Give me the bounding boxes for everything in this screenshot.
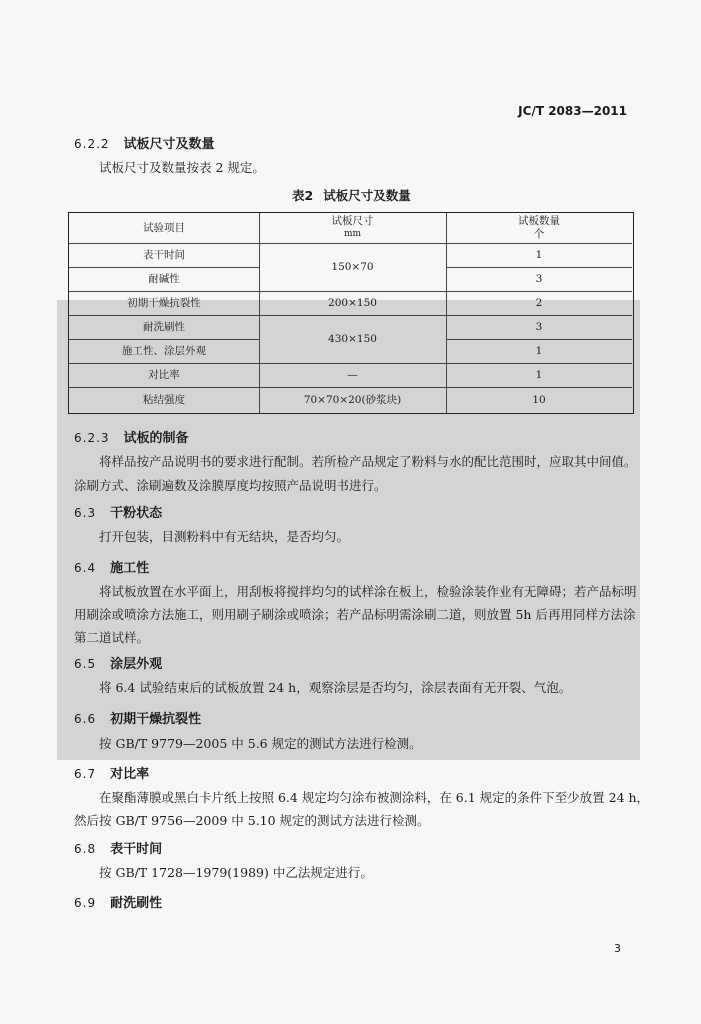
section-6-8-heading [74, 838, 162, 857]
table-header-divider [69, 243, 632, 244]
section-6-9-heading [74, 892, 162, 911]
section-6-8-text: 按 GB/T 1728—1979(1989) 中乙法规定进行。 [99, 865, 373, 880]
section-6-7-line: 在聚酯薄膜或黑白卡片纸上按照 6.4 规定均匀涂布被测涂料，在 6.1 规定的条件下至少放置 24 h， [99, 790, 650, 805]
table-cell-count: 1 [535, 369, 543, 381]
table-row-divider [69, 315, 632, 316]
table-cell-size: — [347, 369, 358, 381]
table-header-size-label: 试板尺寸 [331, 215, 374, 227]
section-title: 对比率 [110, 767, 150, 782]
section-number: 6.5 [74, 657, 97, 671]
table-row-divider [69, 339, 259, 340]
section-6-2-2-text: 试板尺寸及数量按表 2 规定。 [99, 160, 265, 175]
table-cell-item: 表干时间 [143, 249, 185, 261]
table-cell-item: 耐洗刷性 [143, 321, 185, 333]
table-row-divider [446, 267, 632, 268]
table-cell-count: 3 [535, 273, 543, 285]
table-cell-count: 2 [535, 297, 543, 309]
specimen-table [68, 212, 634, 414]
table-cell-count: 1 [535, 249, 543, 261]
table-cell-item: 耐碱性 [148, 273, 180, 285]
section-6-7-heading [74, 763, 149, 782]
section-number: 6.7 [74, 767, 97, 781]
section-title: 耐洗刷性 [110, 896, 163, 911]
section-number: 6.2.2 [74, 137, 110, 151]
section-6-3-text: 打开包装，目测粉料中有无结块，是否均匀。 [99, 529, 350, 544]
table-header-item: 试验项目 [143, 222, 185, 234]
section-6-2-3-line: 将样品按产品说明书的要求进行配制。若所检产品规定了粉料与水的配比范围时，应取其中间值。 [99, 454, 637, 469]
table-cell-item: 初期干燥抗裂性 [127, 297, 201, 309]
section-number: 6.6 [74, 712, 97, 726]
section-6-5-heading [74, 653, 162, 672]
section-6-5-text: 将 6.4 试验结束后的试板放置 24 h，观察涂层是否均匀，涂层表面有无开裂、气泡。 [99, 680, 572, 695]
table-row-divider [69, 267, 259, 268]
section-6-2-3-heading [74, 427, 189, 446]
table-row-divider [69, 363, 632, 364]
standard-code: JC/T 2083—2011 [518, 104, 627, 118]
table-cell-size-merged: 430×150 [328, 333, 377, 345]
section-6-6-text: 按 GB/T 9779—2005 中 5.6 规定的测试方法进行检测。 [99, 736, 422, 751]
table-cell-item: 粘结强度 [143, 394, 185, 406]
section-title: 干粉状态 [110, 506, 163, 521]
table-row-divider [446, 339, 632, 340]
section-6-7-line: 然后按 GB/T 9756—2009 中 5.10 规定的测试方法进行检测。 [74, 813, 430, 828]
section-6-6-heading [74, 708, 201, 727]
section-number: 6.2.3 [74, 431, 110, 445]
table-row-divider [69, 291, 632, 292]
table-row-divider [69, 387, 632, 388]
section-number: 6.4 [74, 561, 97, 575]
table-cell-size: 70×70×20(砂浆块) [303, 394, 402, 406]
section-6-4-line: 第二道试样。 [74, 630, 150, 645]
section-title: 初期干燥抗裂性 [110, 712, 202, 727]
section-number: 6.8 [74, 842, 97, 856]
table-cell-count: 3 [535, 321, 543, 333]
table-cell-count: 1 [535, 345, 543, 357]
table-header-size [259, 215, 446, 241]
table-header-size-unit: mm [343, 229, 362, 239]
table-header-count-label: 试板数量 [518, 215, 560, 227]
section-title: 试板的制备 [123, 431, 189, 446]
section-number: 6.3 [74, 506, 97, 520]
section-6-2-3-line: 涂刷方式、涂刷遍数及涂膜厚度均按照产品说明书进行。 [74, 478, 387, 493]
section-title: 涂层外观 [110, 657, 163, 672]
table-caption-number: 表2 [292, 188, 314, 203]
section-6-4-line: 用刷涂或喷涂方法施工，则用刷子刷涂或喷涂；若产品标明需涂刷二道，则放置 5h 后再用同样方法涂 [74, 607, 636, 622]
page-number: 3 [614, 942, 621, 955]
section-6-4-heading [74, 557, 149, 576]
table-caption [292, 186, 411, 204]
section-6-3-heading [74, 502, 162, 521]
table-header-count [446, 215, 632, 241]
table-header-count-unit: 个 [533, 228, 545, 240]
table-cell-item: 施工性、涂层外观 [122, 345, 206, 357]
section-title: 试板尺寸及数量 [123, 137, 215, 152]
table-caption-title: 试板尺寸及数量 [323, 188, 411, 203]
table-cell-size-merged: 150×70 [331, 261, 374, 273]
table-cell-count: 10 [532, 394, 546, 406]
table-cell-item: 对比率 [148, 369, 180, 381]
section-6-2-2-heading [74, 133, 215, 152]
section-number: 6.9 [74, 896, 97, 910]
section-title: 施工性 [110, 561, 150, 576]
section-title: 表干时间 [110, 842, 163, 857]
table-cell-size: 200×150 [328, 297, 377, 309]
section-6-4-line: 将试板放置在水平面上，用刮板将搅拌均匀的试样涂在板上，检验涂装作业有无障碍；若产品标明 [99, 584, 637, 599]
